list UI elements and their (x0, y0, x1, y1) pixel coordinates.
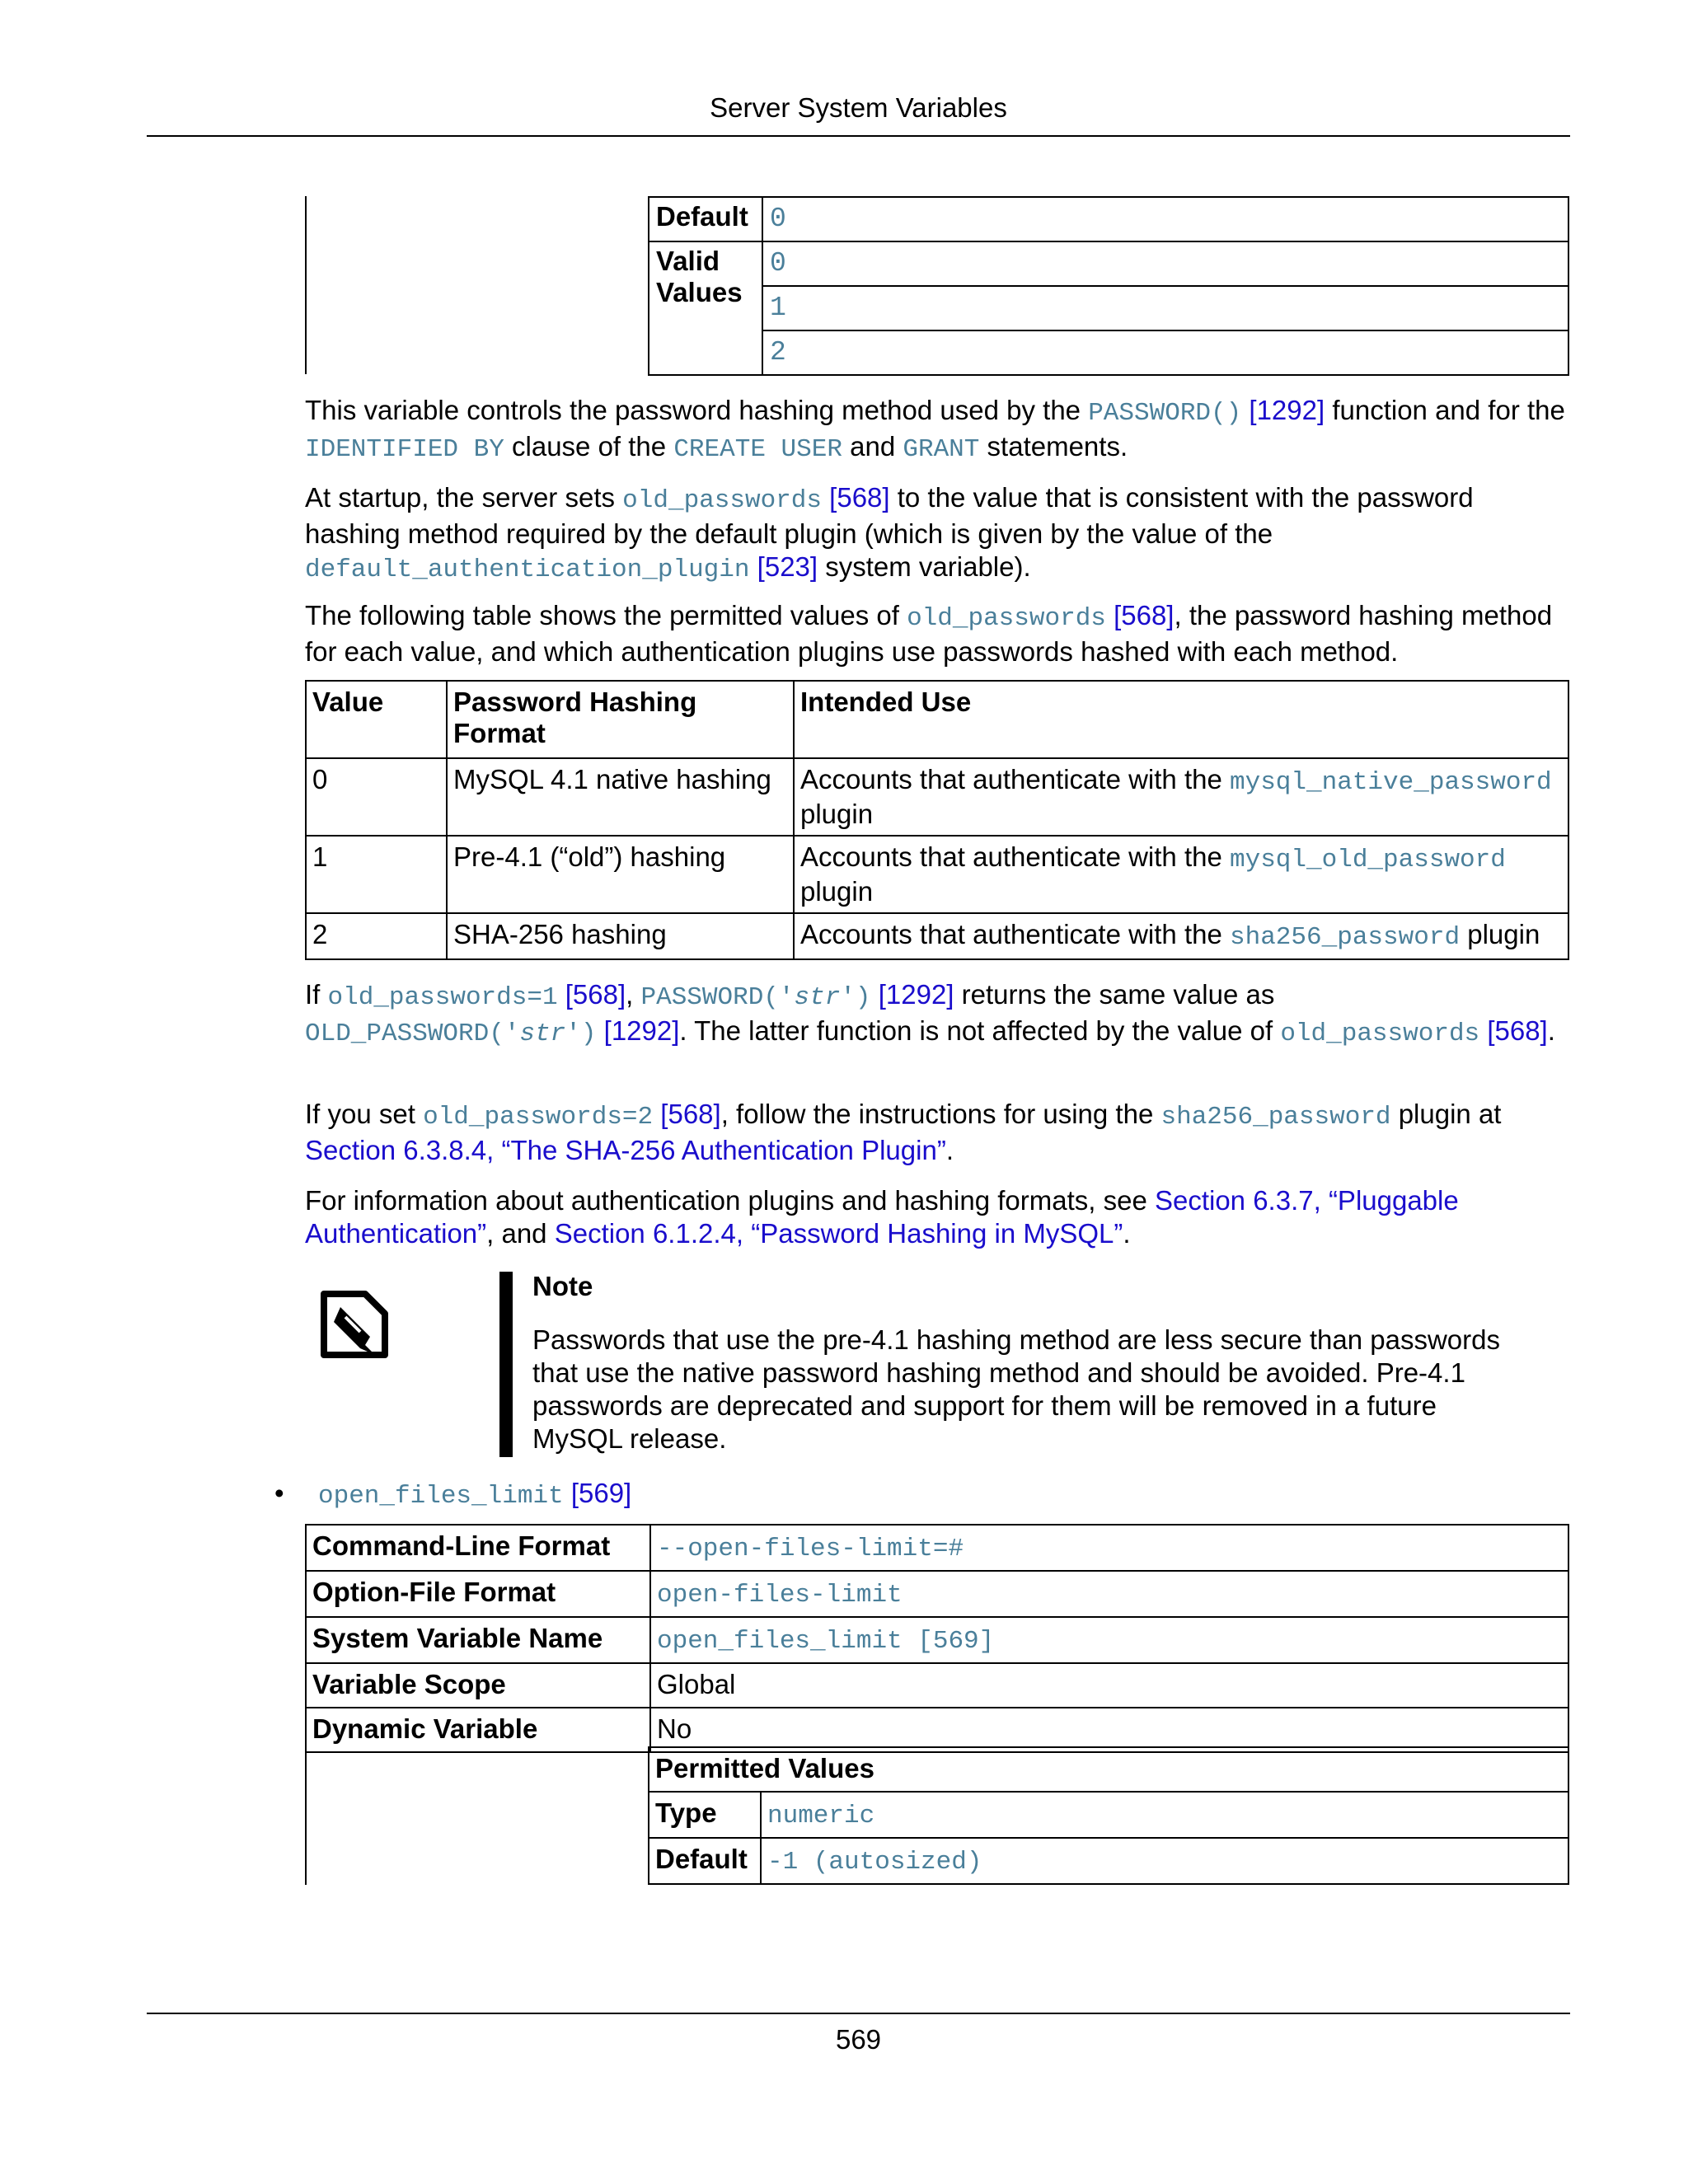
section-link-pluggable-auth[interactable]: Section 6.3.7, “Pluggable Authentication” (305, 1185, 1459, 1249)
table-row: Option-File Format open-files-limit (306, 1571, 1568, 1617)
cell-value: 2 (306, 913, 447, 959)
valid-value-2: 2 (762, 330, 1568, 375)
fragment-left-border (305, 196, 307, 374)
hashing-methods-table (305, 680, 1569, 960)
paragraph-startup: At startup, the server sets old_passwords [568] to the value that is consistent with the password hashing method required by the default plugin (which is given by the value of the default_authentication_plugin [523] system variable). (305, 482, 1474, 584)
paragraph-password-hashing: This variable controls the password hashing method used by the PASSWORD() [1292] function and for the IDENTIFIED BY clause of the CREATE USER and GRANT statements. (305, 395, 1565, 464)
paragraph-auth-info: For information about authentication plugins and hashing formats, see Section 6.3.7, “Pluggable Authentication”, and Section 6.1.2.4, “Password Hashing in MySQL”. (305, 1185, 1459, 1249)
ref-link[interactable]: [523] (757, 551, 818, 582)
page-number: 569 (835, 2024, 882, 2055)
fragment-table (305, 196, 1569, 374)
bullet-item-open-files-limit: open_files_limit [569] (318, 1478, 632, 1511)
paragraph-old-passwords-1: If old_passwords=1 [568], PASSWORD('str') [1292] returns the same value as OLD_PASSWORD('str') [1292]. The latter function is not affected by the value of old_passwords [568]. (305, 979, 1555, 1048)
section-link-sha256[interactable]: Section 6.3.8.4, “The SHA-256 Authentication Plugin” (305, 1135, 946, 1165)
cell-use: Accounts that authenticate with the mysql_native_password plugin (794, 758, 1568, 836)
ref-link[interactable]: [568] (660, 1099, 721, 1129)
cell-use: Accounts that authenticate with the sha256_password plugin (794, 913, 1568, 959)
ref-link[interactable]: [1292] (1249, 395, 1325, 425)
option-table-rows (305, 1524, 1569, 1753)
table-row: System Variable Name open_files_limit [569] (306, 1617, 1568, 1663)
cell-format: Pre-4.1 (“old”) hashing (447, 836, 794, 913)
paragraph-table-intro: The following table shows the permitted values of old_passwords [568], the password hashing method for each value, and which authentication plugins use passwords hashed with each method. (305, 600, 1553, 667)
option-table (305, 1524, 1569, 1885)
permitted-values-label: Permitted Values (649, 1747, 1568, 1792)
default-value: 0 (762, 197, 1568, 241)
page-header-title: Server System Variables (710, 92, 1007, 123)
bullet: • (274, 1478, 284, 1508)
ref-link[interactable]: [569] (570, 1478, 632, 1508)
ref-link[interactable]: [1292] (878, 979, 954, 1010)
note-title: Note (532, 1271, 593, 1301)
cell-value: 0 (306, 758, 447, 836)
ref-link[interactable]: [568] (565, 979, 626, 1010)
cell-format: MySQL 4.1 native hashing (447, 758, 794, 836)
default-label: Default (649, 197, 762, 241)
note-bar (499, 1272, 513, 1457)
table-row (306, 913, 1568, 959)
cell-use: Accounts that authenticate with the mysql_old_password plugin (794, 836, 1568, 913)
table-row (306, 836, 1568, 913)
cell-format: SHA-256 hashing (447, 913, 794, 959)
column-header: Value (306, 681, 447, 758)
valid-value-1: 1 (762, 286, 1568, 330)
table-row: Dynamic Variable No (306, 1708, 1568, 1752)
table-row (306, 758, 1568, 836)
default-label: Default (649, 1838, 761, 1884)
table-row: Command-Line Format --open-files-limit=# (306, 1525, 1568, 1571)
table-row: Variable Scope Global (306, 1663, 1568, 1708)
permitted-values-table (648, 1746, 1569, 1885)
default-value: -1 (autosized) (761, 1838, 1568, 1884)
ref-link[interactable]: [568] (1487, 1015, 1548, 1046)
ref-link[interactable]: [568] (829, 482, 890, 513)
header-rule (147, 135, 1570, 137)
footer-rule (147, 2013, 1570, 2014)
paragraph-old-passwords-2: If you set old_passwords=2 [568], follow the instructions for using the sha256_password plugin at Section 6.3.8.4, “The SHA-256 Authentication Plugin”. (305, 1099, 1502, 1165)
column-header: Intended Use (794, 681, 1568, 758)
note-text: Passwords that use the pre-4.1 hashing method are less secure than passwords that use the native password hashing method and should be avoided. Pre-4.1 passwords are deprecated and support for them will be removed in a future MySQL release. (532, 1324, 1500, 1454)
column-header: Password Hashing Format (447, 681, 794, 758)
type-value: numeric (761, 1792, 1568, 1838)
ref-link[interactable]: [1292] (603, 1015, 680, 1046)
valid-value-0: 0 (762, 241, 1568, 286)
note-icon (317, 1287, 392, 1361)
valid-values-label: Valid Values (649, 241, 762, 375)
valid-values-table (648, 196, 1569, 376)
cell-value: 1 (306, 836, 447, 913)
ref-link[interactable]: [568] (1114, 600, 1175, 630)
type-label: Type (649, 1792, 761, 1838)
section-link-password-hashing[interactable]: Section 6.1.2.4, “Password Hashing in MySQL” (554, 1218, 1123, 1249)
